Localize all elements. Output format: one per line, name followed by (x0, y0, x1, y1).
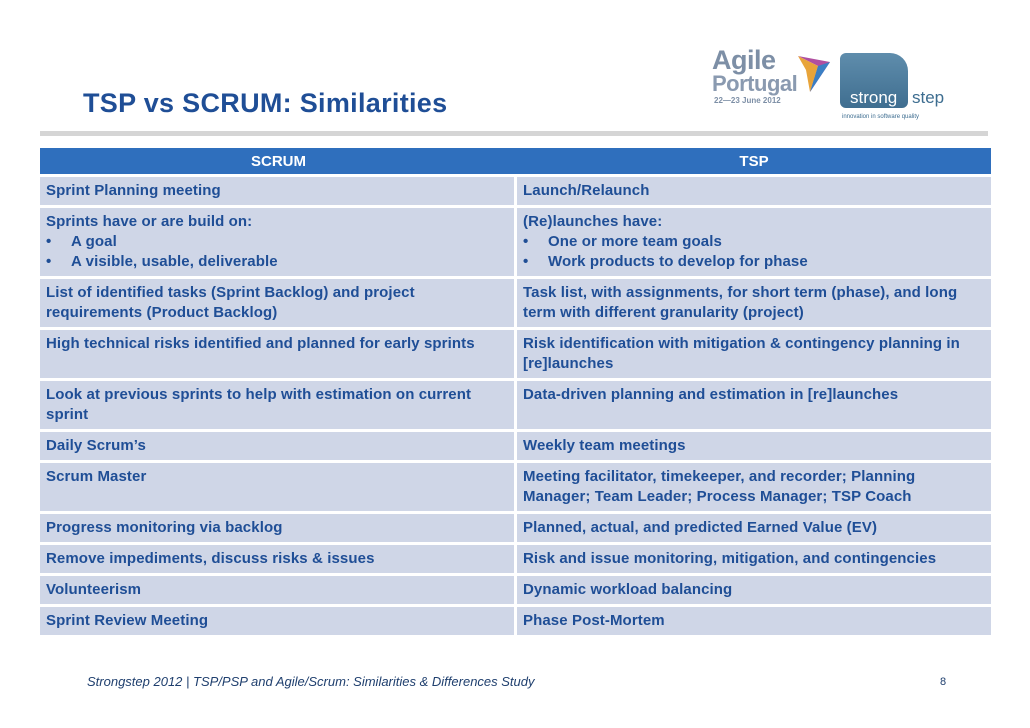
table-row (40, 279, 991, 327)
bullet-icon: • (523, 233, 529, 250)
tsp-cell (517, 514, 991, 542)
bullet-item: • One or more team goals (523, 233, 722, 250)
cell-text: Risk identification with mitigation & contingency planning in [re]launches (523, 335, 960, 372)
boomerang-icon (796, 54, 832, 94)
scrum-cell (40, 432, 517, 460)
tsp-cell (517, 576, 991, 604)
bullet-icon: • (46, 233, 52, 250)
cell-text: Look at previous sprints to help with estimation on current sprint (46, 386, 472, 423)
cell-text: Meeting facilitator, timekeeper, and recorder; Planning Manager; Team Leader; Process Manager; TSP Coach (523, 468, 916, 505)
strong-word: strong (850, 88, 898, 107)
scrum-cell (40, 514, 517, 542)
scrum-cell (40, 279, 517, 327)
slide-title: TSP vs SCRUM: Similarities (83, 88, 448, 118)
scrum-cell (40, 607, 517, 635)
table-row (40, 330, 991, 378)
footer-text: Strongstep 2012 | TSP/PSP and Agile/Scrum: Similarities & Differences Study (87, 674, 535, 689)
tsp-cell (517, 545, 991, 573)
portugal-word: Portugal (712, 71, 798, 96)
cell-text: Sprint Planning meeting (46, 182, 221, 199)
cell-text: Volunteerism (46, 581, 142, 598)
tsp-cell (517, 177, 991, 205)
scrum-cell (40, 330, 517, 378)
table-row (40, 177, 991, 205)
scrum-cell (40, 576, 517, 604)
scrum-cell (40, 177, 517, 205)
strongstep-tagline: innovation in software quality (842, 114, 920, 120)
table-row (40, 381, 991, 429)
cell-text: Risk and issue monitoring, mitigation, and contingencies (523, 550, 937, 567)
table-row (40, 463, 991, 511)
cell-text: Remove impediments, discuss risks & issues (46, 550, 375, 567)
header-tsp: TSP (517, 148, 991, 174)
title-divider (40, 131, 988, 136)
strongstep-logo (840, 53, 990, 123)
agile-portugal-logo (712, 45, 832, 128)
table-row (40, 208, 991, 276)
tsp-cell (517, 432, 991, 460)
tsp-cell (517, 381, 991, 429)
cell-text: Sprints have or are build on: (46, 213, 253, 230)
tsp-cell (517, 607, 991, 635)
agile-word: Agile (712, 45, 776, 75)
scrum-cell (40, 545, 517, 573)
bullet-item: • Work products to develop for phase (523, 253, 808, 270)
bullet-icon: • (46, 253, 52, 270)
cell-text: Weekly team meetings (523, 437, 686, 454)
table-row (40, 545, 991, 573)
bullet-icon: • (523, 253, 529, 270)
tsp-cell (517, 463, 991, 511)
cell-text: Scrum Master (46, 468, 147, 485)
page-number: 8 (940, 676, 947, 688)
cell-text: Task list, with assignments, for short term (phase), and long term with different granularity (project) (523, 284, 958, 321)
table-header-row (40, 148, 991, 174)
cell-text: Progress monitoring via backlog (46, 519, 283, 536)
cell-text: Data-driven planning and estimation in [re]launches (523, 386, 899, 403)
scrum-cell (40, 463, 517, 511)
comparison-table (40, 145, 991, 638)
scrum-cell (40, 381, 517, 429)
step-word: step (912, 88, 945, 107)
agile-date: 22—23 June 2012 (714, 96, 781, 105)
tsp-cell (517, 208, 991, 276)
cell-text: Daily Scrum’s (46, 437, 146, 454)
cell-text: Phase Post-Mortem (523, 612, 665, 629)
scrum-cell (40, 208, 517, 276)
bullet-item: • A goal (46, 233, 117, 250)
cell-text: (Re)launches have: (523, 213, 663, 230)
table-row (40, 576, 991, 604)
cell-text: Dynamic workload balancing (523, 581, 733, 598)
cell-text: Sprint Review Meeting (46, 612, 209, 629)
cell-text: Launch/Relaunch (523, 182, 650, 199)
table-row (40, 514, 991, 542)
table-row (40, 432, 991, 460)
cell-text: List of identified tasks (Sprint Backlog) and project requirements (Product Backlog) (46, 284, 415, 321)
tsp-cell (517, 279, 991, 327)
tsp-cell (517, 330, 991, 378)
header-scrum: SCRUM (40, 148, 517, 174)
table-row (40, 607, 991, 635)
cell-text: Planned, actual, and predicted Earned Value (EV) (523, 519, 878, 536)
bullet-item: • A visible, usable, deliverable (46, 253, 278, 270)
cell-text: High technical risks identified and planned for early sprints (46, 335, 475, 352)
